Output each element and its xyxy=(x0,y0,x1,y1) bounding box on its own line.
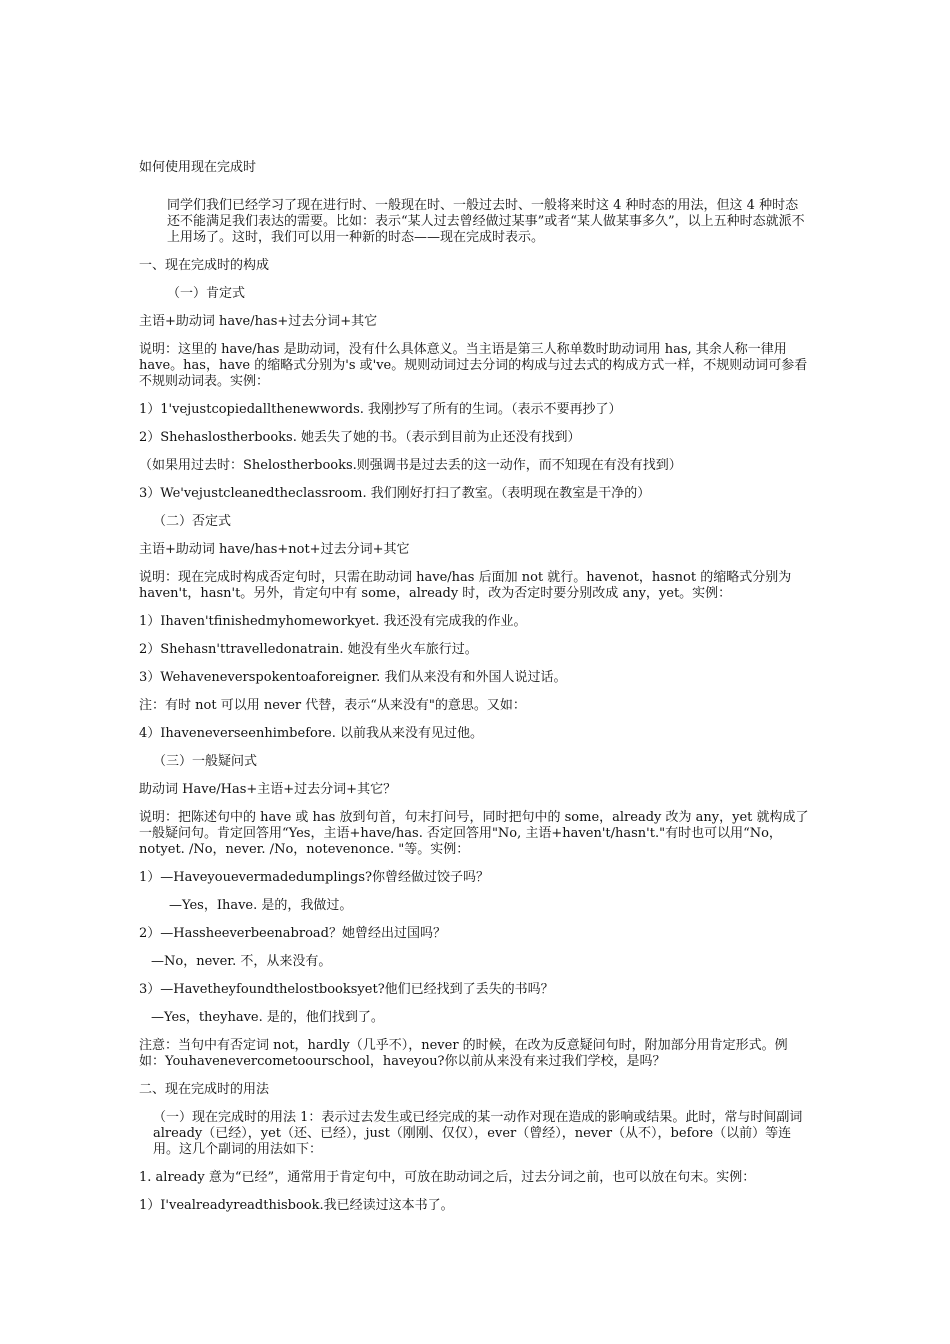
paragraph: 1）Ihaven'tfinishedmyhomeworkyet. 我还没有完成我的作业。 xyxy=(139,614,527,629)
paragraph: （二）否定式 xyxy=(153,514,232,529)
paragraph: 说明：把陈述句中的 have 或 has 放到句首，句末打问号，同时把句中的 some，already 改为 any，yet 就构成了一般疑问句。肯定回答用“Yes，主语+have/has. 否定回答用"No, 主语+haven't/hasn't."有时也可以用“No，notyet. /No，never. /No，notevenonce. "等。实例： xyxy=(139,810,809,857)
document-title: 如何使用现在完成时 xyxy=(139,160,257,175)
paragraph: 1）1'vejustcopiedallthenewwords. 我刚抄写了所有的生词。（表示不要再抄了） xyxy=(139,402,622,417)
paragraph: 3）We'vejustcleanedtheclassroom. 我们刚好打扫了教室。（表明现在教室是干净的） xyxy=(139,486,651,501)
paragraph: 4）Ihaveneverseenhimbefore. 以前我从来没有见过他。 xyxy=(139,726,483,741)
paragraph: 2）—Hassheeverbeenabroad？她曾经出过国吗？ xyxy=(139,926,446,941)
paragraph: 3）—Havetheyfoundthelostbooksyet?他们已经找到了丢失的书吗？ xyxy=(139,982,554,997)
paragraph: （一）肯定式 xyxy=(167,286,246,301)
paragraph: 主语+助动词 have/has+过去分词+其它 xyxy=(139,314,378,329)
paragraph: 说明：这里的 have/has 是助动词，没有什么具体意义。当主语是第三人称单数时助动词用 has, 其余人称一律用 have。has，have 的缩略式分别为's 或've。规则动词过去分词的构成与过去式的构成方式一样，不规则动词可参看不规则动词表。实例： xyxy=(139,342,808,389)
paragraph: —Yes，theyhave. 是的，他们找到了。 xyxy=(151,1010,384,1025)
paragraph: 注意：当句中有否定词 not，hardly（几乎不），never 的时候，在改为反意疑问句时，附加部分用肯定形式。例如：Youhavenevercometoourschool，haveyou?你以前从来没有来过我们学校，是吗？ xyxy=(139,1038,788,1069)
paragraph: 1. already 意为“已经”，通常用于肯定句中，可放在助动词之后，过去分词之前，也可以放在句末。实例： xyxy=(139,1170,756,1185)
paragraph: 注：有时 not 可以用 never 代替，表示“从来没有"的意思。又如： xyxy=(139,698,526,713)
paragraph: 2）Shehasn'ttravelledonatrain. 她没有坐火车旅行过。 xyxy=(139,642,478,657)
paragraph: 1）I'vealreadyreadthisbook.我已经读过这本书了。 xyxy=(139,1198,454,1213)
paragraph: 3）Wehaveneverspokentoaforeigner. 我们从来没有和外国人说过话。 xyxy=(139,670,567,685)
paragraph: —No，never. 不，从来没有。 xyxy=(151,954,332,969)
paragraph: 说明：现在完成时构成否定句时，只需在助动词 have/has 后面加 not 就行。havenot，hasnot 的缩略式分别为 haven't，hasn't。另外，肯定句中有 some，already 时，改为否定时要分别改成 any，yet。实例： xyxy=(139,570,792,601)
document-body xyxy=(139,159,811,1214)
paragraph: 主语+助动词 have/has+not+过去分词+其它 xyxy=(139,542,410,557)
paragraph: 同学们我们已经学习了现在进行时、一般现在时、一般过去时、一般将来时这 4 种时态的用法，但这 4 种时态还不能满足我们表达的需要。比如：表示“某人过去曾经做过某事”或者“某人做某事多久”，以上五种时态就派不上用场了。这时，我们可以用一种新的时态——现在完成时表示。 xyxy=(167,198,805,245)
paragraph: （一）现在完成时的用法 1：表示过去发生或已经完成的某一动作对现在造成的影响或结果。此时，常与时间副词 already（已经），yet（还、已经），just（刚刚、仅仅），ever（曾经），never（从不），before（以前）等连用。这几个副词的用法如下： xyxy=(153,1110,803,1157)
paragraph: 二、现在完成时的用法 xyxy=(139,1082,270,1097)
paragraph-list xyxy=(139,198,811,1214)
paragraph: —Yes，Ihave. 是的，我做过。 xyxy=(169,898,353,913)
paragraph: 2）Shehaslostherbooks. 她丢失了她的书。（表示到目前为止还没有找到） xyxy=(139,430,581,445)
paragraph: （如果用过去时：Shelostherbooks.则强调书是过去丢的这一动作，而不知现在有没有找到） xyxy=(139,458,682,473)
paragraph: 一、现在完成时的构成 xyxy=(139,258,270,273)
paragraph: 助动词 Have/Has+主语+过去分词+其它？ xyxy=(139,782,397,797)
paragraph: 1）—Haveyouevermadedumplings?你曾经做过饺子吗？ xyxy=(139,870,489,885)
paragraph: （三）一般疑问式 xyxy=(153,754,258,769)
